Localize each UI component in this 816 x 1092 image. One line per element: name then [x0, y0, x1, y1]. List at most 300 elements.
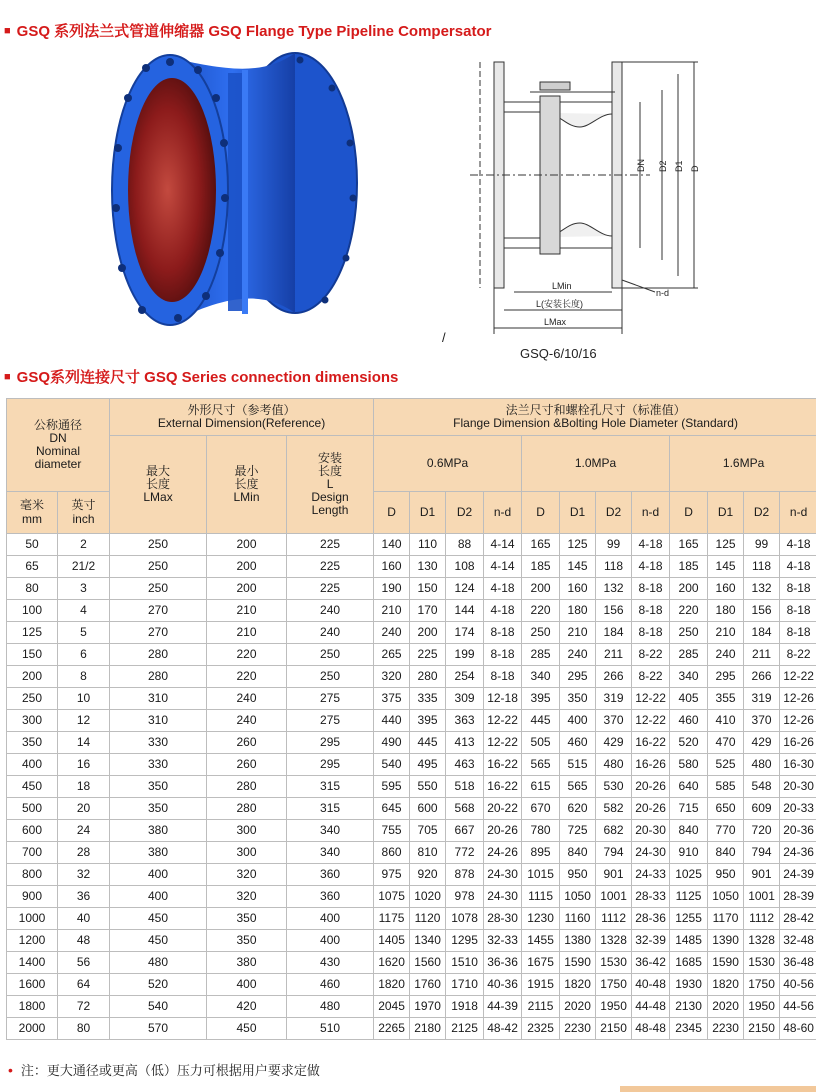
table-cell: 108 [446, 556, 484, 578]
section-title-product [4, 20, 491, 41]
table-cell: 840 [708, 842, 744, 864]
table-cell: 1820 [560, 974, 596, 996]
table-cell: 1590 [560, 952, 596, 974]
table-cell: 184 [744, 622, 780, 644]
sub-col-header: D1 [560, 492, 596, 534]
table-cell: 28 [58, 842, 110, 864]
table-cell: 330 [110, 754, 207, 776]
table-cell: 2230 [560, 1018, 596, 1040]
table-cell: 40-56 [780, 974, 816, 996]
table-cell: 211 [744, 644, 780, 666]
table-cell: 1950 [596, 996, 632, 1018]
table-cell: 225 [287, 556, 374, 578]
table-cell: 1255 [670, 908, 708, 930]
table-cell: 48 [58, 930, 110, 952]
table-cell: 8-22 [632, 666, 670, 688]
table-cell: 350 [207, 908, 287, 930]
table-cell: 8-18 [632, 622, 670, 644]
table-cell: 2325 [522, 1018, 560, 1040]
table-cell: 645 [374, 798, 410, 820]
table-cell: 340 [287, 820, 374, 842]
table-cell: 65 [7, 556, 58, 578]
table-cell: 1510 [446, 952, 484, 974]
table-cell: 315 [287, 798, 374, 820]
dimensions-title: GSQ系列连接尺寸 GSQ Series connection dimensions [16, 369, 399, 386]
table-cell: 295 [287, 732, 374, 754]
table-cell: 275 [287, 710, 374, 732]
table-cell: 280 [207, 776, 287, 798]
table-cell: 44-48 [632, 996, 670, 1018]
table-cell: 118 [596, 556, 632, 578]
table-cell: 518 [446, 776, 484, 798]
table-cell: 270 [110, 600, 207, 622]
pressure-header-06: 0.6MPa [374, 436, 522, 492]
table-cell: 180 [708, 600, 744, 622]
table-cell: 350 [560, 688, 596, 710]
table-cell: 420 [207, 996, 287, 1018]
note-text: 注：更大通径或更高（低）压力可根据用户要求定做 [20, 1063, 320, 1078]
table-cell: 270 [110, 622, 207, 644]
table-cell: 28-42 [780, 908, 816, 930]
table-cell: 895 [522, 842, 560, 864]
lmin-header: 最小 长度 LMin [207, 436, 287, 534]
table-cell: 440 [374, 710, 410, 732]
table-cell: 40-36 [484, 974, 522, 996]
table-cell: 2125 [446, 1018, 484, 1040]
table-row [7, 886, 816, 908]
sub-col-header: D [670, 492, 708, 534]
table-cell: 225 [287, 534, 374, 556]
table-cell: 600 [410, 798, 446, 820]
table-cell: 1930 [670, 974, 708, 996]
table-cell: 220 [207, 644, 287, 666]
decorative-bar [620, 1086, 816, 1092]
table-cell: 901 [744, 864, 780, 886]
table-cell: 548 [744, 776, 780, 798]
table-cell: 1120 [410, 908, 446, 930]
table-row [7, 996, 816, 1018]
table-cell: 250 [110, 578, 207, 600]
table-cell: 12 [58, 710, 110, 732]
table-cell: 900 [7, 886, 58, 908]
table-cell: 266 [596, 666, 632, 688]
table-cell: 36-48 [780, 952, 816, 974]
table-cell: 24-33 [632, 864, 670, 886]
table-cell: 910 [670, 842, 708, 864]
table-cell: 8 [58, 666, 110, 688]
table-cell: 280 [110, 644, 207, 666]
table-cell: 3 [58, 578, 110, 600]
footnote [8, 1060, 320, 1079]
table-cell: 285 [522, 644, 560, 666]
table-cell: 118 [744, 556, 780, 578]
table-cell: 800 [7, 864, 58, 886]
table-cell: 28-36 [632, 908, 670, 930]
table-cell: 1001 [744, 886, 780, 908]
external-dimension-header: 外形尺寸（参考值） External Dimension(Reference) [110, 399, 374, 436]
table-cell: 12-22 [484, 710, 522, 732]
table-row [7, 974, 816, 996]
table-cell: 310 [110, 688, 207, 710]
dn-header-line: diameter [34, 457, 82, 472]
table-cell: 8-22 [632, 644, 670, 666]
sub-col-header: D2 [446, 492, 484, 534]
sub-col-header: D [522, 492, 560, 534]
table-cell: 250 [7, 688, 58, 710]
table-cell: 2000 [7, 1018, 58, 1040]
table-cell: 240 [374, 622, 410, 644]
table-cell: 520 [670, 732, 708, 754]
table-cell: 12-26 [780, 688, 816, 710]
table-cell: 480 [287, 996, 374, 1018]
dn-label: DN [636, 159, 646, 172]
table-cell: 1685 [670, 952, 708, 974]
table-cell: 395 [522, 688, 560, 710]
table-cell: 210 [560, 622, 596, 644]
table-cell: 210 [207, 600, 287, 622]
table-cell: 295 [708, 666, 744, 688]
table-cell: 370 [744, 710, 780, 732]
table-cell: 500 [7, 798, 58, 820]
table-cell: 772 [446, 842, 484, 864]
table-cell: 174 [446, 622, 484, 644]
table-cell: 40 [58, 908, 110, 930]
table-cell: 44-56 [780, 996, 816, 1018]
table-cell: 460 [287, 974, 374, 996]
table-cell: 340 [670, 666, 708, 688]
table-cell: 1380 [560, 930, 596, 952]
table-row [7, 864, 816, 886]
table-cell: 100 [7, 600, 58, 622]
table-cell: 1675 [522, 952, 560, 974]
table-cell: 199 [446, 644, 484, 666]
table-cell: 99 [596, 534, 632, 556]
lmin-label: LMin [552, 281, 572, 291]
table-row [7, 842, 816, 864]
table-cell: 72 [58, 996, 110, 1018]
table-cell: 1390 [708, 930, 744, 952]
table-cell: 1075 [374, 886, 410, 908]
table-row [7, 952, 816, 974]
table-cell: 12-22 [484, 732, 522, 754]
table-cell: 20-26 [632, 776, 670, 798]
table-cell: 360 [287, 864, 374, 886]
table-cell: 363 [446, 710, 484, 732]
table-cell: 80 [7, 578, 58, 600]
table-cell: 24-30 [632, 842, 670, 864]
table-cell: 6 [58, 644, 110, 666]
table-cell: 210 [374, 600, 410, 622]
table-cell: 16-22 [484, 754, 522, 776]
table-cell: 410 [708, 710, 744, 732]
table-cell: 490 [374, 732, 410, 754]
table-cell: 1001 [596, 886, 632, 908]
design-length-header: 安装 长度 L Design Length [287, 436, 374, 534]
table-cell: 860 [374, 842, 410, 864]
table-cell: 1050 [708, 886, 744, 908]
table-cell: 4-14 [484, 556, 522, 578]
table-cell: 1015 [522, 864, 560, 886]
table-cell: 200 [670, 578, 708, 600]
table-cell: 24-39 [780, 864, 816, 886]
table-cell: 310 [110, 710, 207, 732]
table-cell: 16-30 [780, 754, 816, 776]
table-cell: 12-18 [484, 688, 522, 710]
table-cell: 285 [670, 644, 708, 666]
table-cell: 570 [110, 1018, 207, 1040]
table-cell: 32-39 [632, 930, 670, 952]
table-cell: 275 [287, 688, 374, 710]
table-cell: 300 [207, 842, 287, 864]
table-cell: 495 [410, 754, 446, 776]
table-cell: 1112 [596, 908, 632, 930]
table-cell: 8-18 [632, 578, 670, 600]
pressure-header-16: 1.6MPa [670, 436, 816, 492]
table-cell: 380 [110, 820, 207, 842]
table-cell: 950 [560, 864, 596, 886]
table-cell: 132 [596, 578, 632, 600]
table-cell: 150 [410, 578, 446, 600]
table-cell: 16-26 [780, 732, 816, 754]
table-row [7, 710, 816, 732]
table-cell: 540 [110, 996, 207, 1018]
lmax-label: LMax [544, 317, 567, 327]
table-row [7, 930, 816, 952]
table-cell: 350 [207, 930, 287, 952]
table-cell: 330 [110, 732, 207, 754]
table-cell: 565 [560, 776, 596, 798]
table-cell: 145 [560, 556, 596, 578]
table-cell: 770 [708, 820, 744, 842]
table-cell: 250 [522, 622, 560, 644]
table-cell: 1025 [670, 864, 708, 886]
table-cell: 1175 [374, 908, 410, 930]
table-cell: 2150 [744, 1018, 780, 1040]
table-cell: 920 [410, 864, 446, 886]
table-cell: 36-42 [632, 952, 670, 974]
table-cell: 450 [110, 908, 207, 930]
table-cell: 140 [374, 534, 410, 556]
table-cell: 1915 [522, 974, 560, 996]
table-cell: 1000 [7, 908, 58, 930]
table-cell: 160 [708, 578, 744, 600]
table-cell: 180 [560, 600, 596, 622]
table-cell: 300 [7, 710, 58, 732]
table-cell: 2265 [374, 1018, 410, 1040]
d2-label: D2 [658, 160, 668, 172]
table-cell: 450 [207, 1018, 287, 1040]
table-cell: 20-26 [484, 820, 522, 842]
table-cell: 160 [560, 578, 596, 600]
table-cell: 220 [207, 666, 287, 688]
table-cell: 568 [446, 798, 484, 820]
technical-drawing [440, 52, 710, 344]
table-row [7, 688, 816, 710]
table-row [7, 666, 816, 688]
table-cell: 725 [560, 820, 596, 842]
table-cell: 200 [207, 578, 287, 600]
table-cell: 200 [207, 534, 287, 556]
dn-header-line: Nominal [36, 444, 81, 458]
table-cell: 463 [446, 754, 484, 776]
table-cell: 1125 [670, 886, 708, 908]
table-cell: 1200 [7, 930, 58, 952]
table-row [7, 908, 816, 930]
table-cell: 280 [410, 666, 446, 688]
nd-label: n-d [656, 288, 670, 298]
sub-col-header: D1 [410, 492, 446, 534]
table-cell: 44-39 [484, 996, 522, 1018]
product-photo [110, 48, 360, 333]
table-cell: 125 [7, 622, 58, 644]
table-cell: 445 [522, 710, 560, 732]
table-row [7, 798, 816, 820]
note-bullet-icon: • [8, 1061, 13, 1078]
table-cell: 2130 [670, 996, 708, 1018]
table-cell: 185 [522, 556, 560, 578]
table-cell: 20-22 [484, 798, 522, 820]
drawing-caption: GSQ-6/10/16 [520, 346, 597, 361]
table-cell: 156 [744, 600, 780, 622]
table-cell: 2020 [560, 996, 596, 1018]
table-cell: 280 [207, 798, 287, 820]
table-cell: 350 [110, 798, 207, 820]
table-cell: 901 [596, 864, 632, 886]
table-row [7, 820, 816, 842]
table-cell: 2230 [708, 1018, 744, 1040]
table-cell: 395 [410, 710, 446, 732]
table-cell: 132 [744, 578, 780, 600]
table-row [7, 732, 816, 754]
table-cell: 210 [207, 622, 287, 644]
table-cell: 99 [744, 534, 780, 556]
table-cell: 8-18 [484, 622, 522, 644]
sub-col-header: D [374, 492, 410, 534]
table-cell: 335 [410, 688, 446, 710]
table-row [7, 578, 816, 600]
table-cell: 1750 [596, 974, 632, 996]
table-cell: 650 [708, 798, 744, 820]
table-cell: 8-18 [780, 600, 816, 622]
table-cell: 1760 [410, 974, 446, 996]
table-cell: 4-18 [632, 556, 670, 578]
section-title-dimensions [4, 366, 398, 387]
table-cell: 700 [7, 842, 58, 864]
sub-col-header: D2 [596, 492, 632, 534]
table-cell: 1970 [410, 996, 446, 1018]
table-cell: 340 [522, 666, 560, 688]
table-cell: 794 [744, 842, 780, 864]
table-cell: 4-18 [780, 556, 816, 578]
table-cell: 220 [522, 600, 560, 622]
table-cell: 200 [522, 578, 560, 600]
table-cell: 400 [110, 886, 207, 908]
table-cell: 350 [110, 776, 207, 798]
table-cell: 309 [446, 688, 484, 710]
table-cell: 1170 [708, 908, 744, 930]
table-cell: 450 [7, 776, 58, 798]
inch-header: 英寸 inch [58, 492, 110, 534]
table-cell: 1710 [446, 974, 484, 996]
table-cell: 24-36 [780, 842, 816, 864]
table-cell: 32-33 [484, 930, 522, 952]
table-cell: 460 [670, 710, 708, 732]
table-cell: 21/2 [58, 556, 110, 578]
table-cell: 1328 [744, 930, 780, 952]
table-cell: 40-48 [632, 974, 670, 996]
table-cell: 185 [670, 556, 708, 578]
table-cell: 720 [744, 820, 780, 842]
table-cell: 12-22 [632, 710, 670, 732]
table-cell: 48-48 [632, 1018, 670, 1040]
table-cell: 1328 [596, 930, 632, 952]
table-cell: 165 [522, 534, 560, 556]
table-cell: 28-30 [484, 908, 522, 930]
table-cell: 88 [446, 534, 484, 556]
table-cell: 520 [110, 974, 207, 996]
table-cell: 1112 [744, 908, 780, 930]
table-cell: 1600 [7, 974, 58, 996]
table-cell: 975 [374, 864, 410, 886]
table-cell: 840 [670, 820, 708, 842]
table-cell: 400 [110, 864, 207, 886]
table-cell: 320 [207, 864, 287, 886]
table-cell: 12-22 [632, 688, 670, 710]
table-cell: 1115 [522, 886, 560, 908]
table-cell: 16-22 [484, 776, 522, 798]
table-cell: 200 [207, 556, 287, 578]
table-cell: 32-48 [780, 930, 816, 952]
table-row [7, 776, 816, 798]
table-cell: 1400 [7, 952, 58, 974]
table-cell: 200 [410, 622, 446, 644]
table-cell: 2345 [670, 1018, 708, 1040]
table-cell: 429 [596, 732, 632, 754]
table-cell: 400 [287, 908, 374, 930]
table-cell: 609 [744, 798, 780, 820]
table-cell: 978 [446, 886, 484, 908]
table-row [7, 754, 816, 776]
table-cell: 295 [287, 754, 374, 776]
table-cell: 36-36 [484, 952, 522, 974]
table-cell: 170 [410, 600, 446, 622]
sub-col-header: n-d [484, 492, 522, 534]
table-cell: 20-33 [780, 798, 816, 820]
table-cell: 240 [207, 688, 287, 710]
table-cell: 480 [110, 952, 207, 974]
table-cell: 400 [207, 974, 287, 996]
table-cell: 1530 [596, 952, 632, 974]
product-title: GSQ 系列法兰式管道伸缩器 GSQ Flange Type Pipeline Compersator [16, 23, 492, 40]
table-cell: 2 [58, 534, 110, 556]
table-cell: 1750 [744, 974, 780, 996]
table-cell: 1455 [522, 930, 560, 952]
table-cell: 260 [207, 754, 287, 776]
table-cell: 320 [207, 886, 287, 908]
table-cell: 1078 [446, 908, 484, 930]
table-cell: 210 [708, 622, 744, 644]
table-cell: 150 [7, 644, 58, 666]
table-cell: 18 [58, 776, 110, 798]
table-cell: 2150 [596, 1018, 632, 1040]
table-cell: 20-36 [780, 820, 816, 842]
table-cell: 705 [410, 820, 446, 842]
table-cell: 550 [410, 776, 446, 798]
table-cell: 200 [7, 666, 58, 688]
table-cell: 2115 [522, 996, 560, 1018]
dn-header [7, 399, 110, 492]
table-cell: 220 [670, 600, 708, 622]
